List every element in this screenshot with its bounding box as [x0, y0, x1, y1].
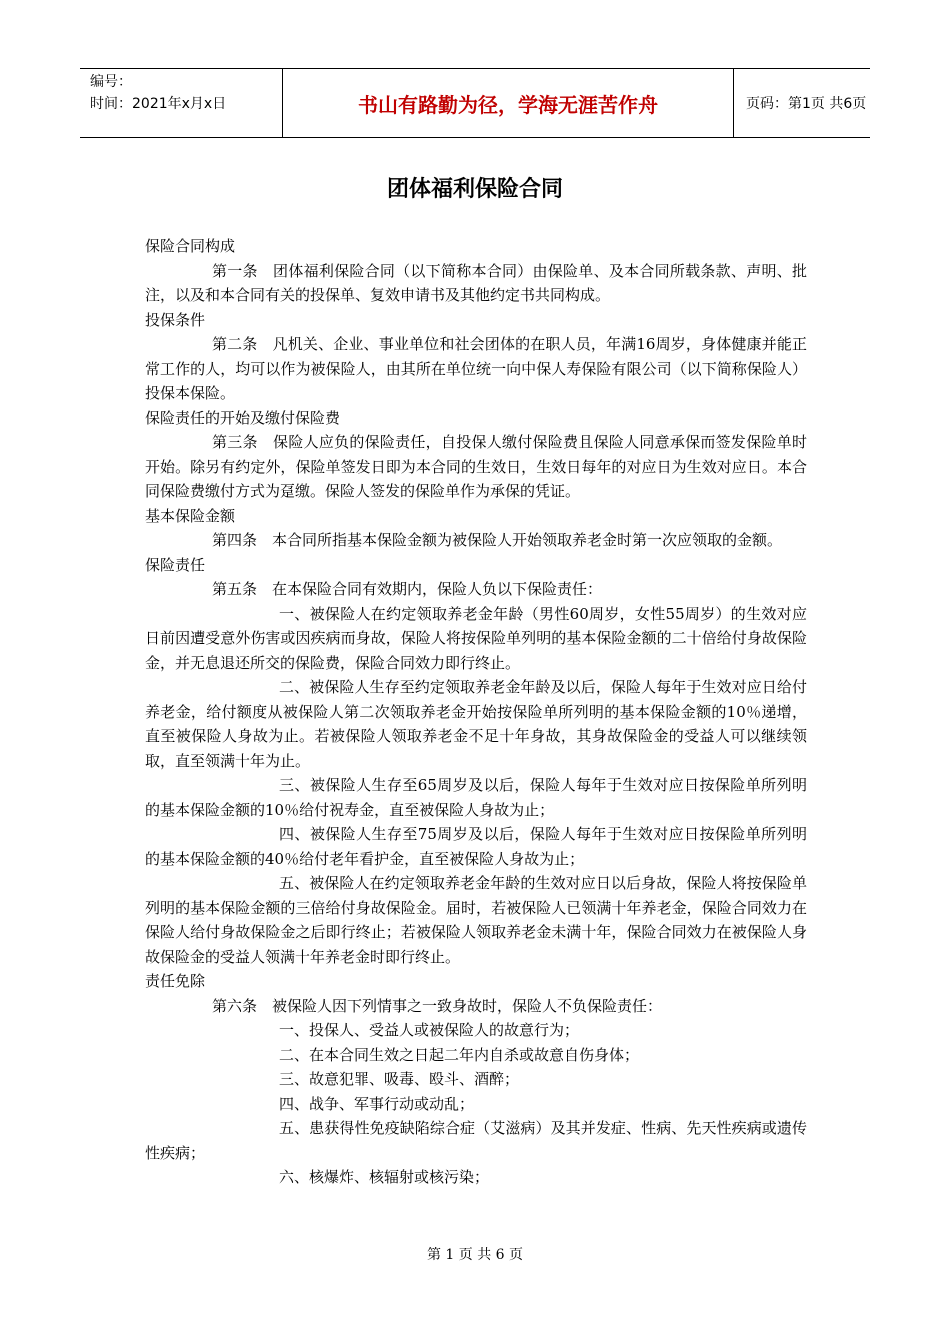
- list-item: 六、核爆炸、核辐射或核污染；: [279, 1168, 490, 1186]
- list-item: 二、被保险人生存至约定领取养老金年龄及以后，保险人每年于生效对应日给付养老金，给付额度从被保险人第二次领取养老金开始按保险单所列明的基本保险金额的10％递增，直至被保险人身故为止。若被保险人领取养老金不足十年身故，其身故保险金的受益人可以继续领取，直至领满十年为止。: [145, 678, 807, 770]
- article-paragraph: 第二条 凡机关、企业、事业单位和社会团体的在职人员，年满16周岁，身体健康并能正常工作的人，均可以作为被保险人，由其所在单位统一向中保人寿保险有限公司（以下简称保险人）投保本保险。: [145, 335, 807, 402]
- section-heading: 保险合同构成: [145, 237, 236, 255]
- article-paragraph: 第三条 保险人应负的保险责任，自投保人缴付保险费且保险人同意承保而签发保险单时开始。除另有约定外，保险单签发日即为本合同的生效日，生效日每年的对应日为生效对应日。本合同保险费缴付方式为趸缴。保险人签发的保险单作为承保的凭证。: [145, 433, 807, 500]
- section-heading: 基本保险金额: [145, 506, 236, 525]
- list-item: 五、患获得性免疫缺陷综合症（艾滋病）及其并发症、性病、先天性疾病或遗传性疾病；: [145, 1119, 807, 1162]
- list-item: 一、投保人、受益人或被保险人的故意行为；: [279, 1021, 580, 1039]
- list-item: 四、战争、军事行动或动乱；: [279, 1094, 475, 1113]
- document-title: 团体福利保险合同: [386, 177, 563, 202]
- article-paragraph: 第六条 被保险人因下列情事之一致身故时，保险人不负保险责任：: [212, 996, 663, 1015]
- article-paragraph: 第五条 在本保险合同有效期内，保险人负以下保险责任：: [212, 580, 603, 598]
- section-heading: 保险责任: [145, 555, 206, 574]
- section-heading: 投保条件: [145, 310, 206, 329]
- document-body: [145, 234, 807, 1190]
- list-item: 五、被保险人在约定领取养老金年龄的生效对应日以后身故，保险人将按保险单列明的基本保险金额的三倍给付身故保险金。届时，若被保险人已领满十年养老金，保险合同效力在保险人给付身故保险金之后即行终止；若被保险人领取养老金未满十年，保险合同效力在被保险人身故保险金的受益人领满十年养老金时即行终止。: [145, 874, 807, 966]
- list-item: 二、在本合同生效之日起二年内自杀或故意自伤身体；: [279, 1045, 640, 1064]
- section-heading: 保险责任的开始及缴付保险费: [145, 408, 341, 427]
- article-paragraph: 第四条 本合同所指基本保险金额为被保险人开始领取养老金时第一次应领取的金额。: [212, 531, 783, 549]
- header-page-info: 页码：第1页 共6页: [746, 96, 867, 112]
- header-meta: [80, 69, 282, 139]
- section-heading: 责任免除: [145, 972, 206, 990]
- document-date: 时间：2021年x月x日: [90, 96, 227, 112]
- page-footer: 第 1 页 共 6 页: [426, 1247, 524, 1263]
- document-number-label: 编号：: [90, 74, 132, 90]
- list-item: 一、被保险人在约定领取养老金年龄（男性60周岁，女性55周岁）的生效对应日前因遭受意外伤害或因疾病而身故，保险人将按保险单列明的基本保险金额的二十倍给付身故保险金，并无息退还所交的保险费，保险合同效力即行终止。: [145, 604, 807, 672]
- list-item: 四、被保险人生存至75周岁及以后，保险人每年于生效对应日按保险单所列明的基本保险金额的40％给付老年看护金，直至被保险人身故为止；: [145, 825, 807, 868]
- header-motto: 书山有路勤为径，学海无涯苦作舟: [282, 69, 734, 137]
- page-header: [80, 68, 870, 138]
- list-item: 三、被保险人生存至65周岁及以后，保险人每年于生效对应日按保险单所列明的基本保险金额的10％给付祝寿金，直至被保险人身故为止；: [145, 776, 807, 819]
- article-paragraph: 第一条 团体福利保险合同（以下简称本合同）由保险单、及本合同所载条款、声明、批注，以及和本合同有关的投保单、复效申请书及其他约定书共同构成。: [145, 261, 807, 304]
- list-item: 三、故意犯罪、吸毒、殴斗、酒醉；: [279, 1070, 520, 1088]
